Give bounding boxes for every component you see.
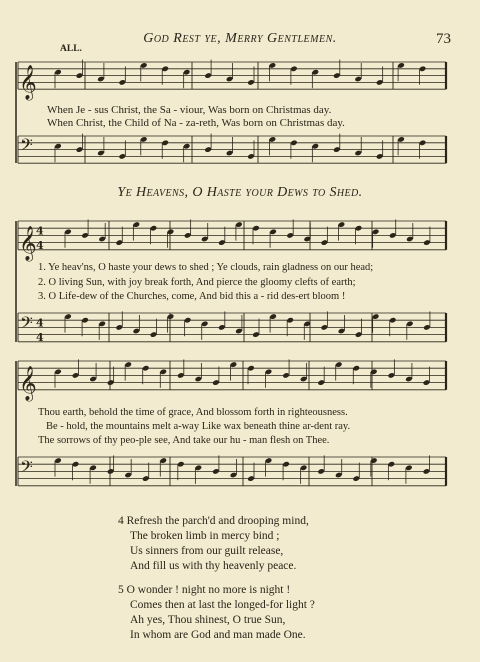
verse-5-line: 5 O wonder ! night no more is night !: [118, 584, 291, 596]
verse1-line: 1. Ye heav'ns, O haste your dews to shed ; Ye clouds, rain gladness on our head;: [38, 262, 374, 273]
verse3-line: 3. O Life-dew of the Churches, come, And bid this a - rid des-ert bloom !: [38, 291, 346, 302]
verse3-line-b: The sorrows of thy peo-ple see, And take our hu - man flesh on Thee.: [38, 435, 330, 446]
verse-4-line: And fill us with thy heavenly peace.: [130, 560, 297, 572]
verse-4: [118, 514, 309, 574]
lyric-line-2: When Christ, the Child of Na - za-reth, Was born on Christmas day.: [47, 117, 345, 129]
verse-5-line: In whom are God and man made One.: [130, 629, 306, 641]
treble-clef: 𝄞: [19, 365, 37, 401]
verse-5-line: Comes then at last the longed-for light ?: [130, 599, 315, 611]
bass-clef: 𝄢: [20, 134, 33, 159]
voice-label: ALL.: [60, 44, 82, 54]
verse-4-line: The broken limb in mercy bind ;: [130, 530, 280, 542]
treble-clef: 𝄞: [19, 65, 37, 101]
verse-4-line: Us sinners from our guilt release,: [130, 545, 284, 557]
verse-4-line: 4 Refresh the parch'd and drooping mind,: [118, 515, 309, 527]
time-signature: 4: [36, 224, 44, 238]
verse1-line-b: Thou earth, behold the time of grace, And blossom forth in righteousness.: [38, 407, 348, 418]
verse2-line-b: Be - hold, the mountains melt a-way Like wax beneath thine ar-dent ray.: [46, 421, 351, 432]
bass-clef: 𝄢: [20, 312, 33, 337]
page-number: 73: [436, 31, 451, 47]
treble-clef: 𝄞: [19, 225, 37, 261]
verse2-line: 2. O living Sun, with joy break forth, And pierce the gloomy clefts of earth;: [38, 277, 356, 288]
bass-clef: 𝄢: [20, 456, 33, 481]
hymn-title: Ye Heavens, O Haste your Dews to Shed.: [117, 185, 363, 200]
verse-5: [118, 583, 315, 643]
time-signature: 4: [36, 330, 44, 344]
time-signature: 4: [36, 238, 44, 252]
time-signature: 4: [36, 316, 44, 330]
verse-5-line: Ah yes, Thou shinest, O true Sun,: [130, 614, 286, 626]
lyric-line-1: When Je - sus Christ, the Sa - viour, Was born on Christmas day.: [47, 104, 332, 116]
running-title: God Rest ye, Merry Gentlemen.: [143, 31, 337, 46]
